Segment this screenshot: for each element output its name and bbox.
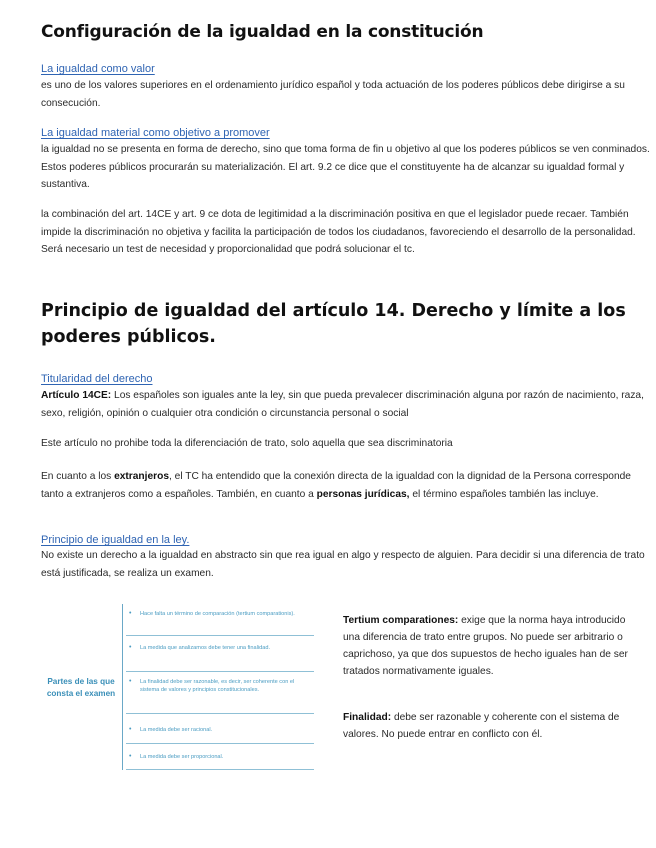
paragraph-combinacion: la combinación del art. 14CE y art. 9 ce dota de legitimidad a la discriminación positiva en que el legislador puede recaer. También impide la discriminación no objetiva y facilita la participación de todos los ciudadanos, favoreciendo el desarrollo de la personalidad. Será necesario un test de necesidad y proporcionalidad que podrá solucionar el tc. bbox=[41, 209, 636, 255]
diagram-item-text: La finalidad debe ser razonable, es decir, ser coherente con el sistema de valores y principios constitucionales. bbox=[140, 679, 295, 693]
bold-tertium: Tertium comparationes: bbox=[343, 615, 459, 626]
paragraph-igualdad-valor: es uno de los valores superiores en el ordenamiento jurídico español y toda actuación de los poderes públicos debe dirigirse a su consecución. bbox=[41, 80, 625, 109]
bullet-icon: • bbox=[129, 678, 132, 685]
bold-finalidad: Finalidad: bbox=[343, 712, 392, 723]
paragraph-tertium bbox=[343, 612, 628, 680]
diagram-bracket-line bbox=[122, 604, 123, 770]
diagram-item-text: La medida debe ser racional. bbox=[140, 727, 213, 733]
bullet-icon: • bbox=[129, 644, 132, 651]
section-title-principio-igualdad: Principio de igualdad del artículo 14. Derecho y límite a los poderes públicos. bbox=[41, 301, 626, 347]
bold-personas-juridicas: personas jurídicas, bbox=[316, 488, 410, 500]
subheading-titularidad[interactable]: Titularidad del derecho bbox=[41, 373, 153, 385]
text-fragment: exige que la norma haya introducido una diferencia de trato entre grupos. No puede ser arbitrario o caprichoso, ya que dos supuestos de hecho iguales han de ser tratados normativamente iguales. bbox=[343, 615, 628, 677]
text-fragment: , el TC ha entendido que la conexión directa de la igualdad con la dignidad de la Persona corresponde tanto a extranjeros como a españoles. También, en cuanto a bbox=[41, 471, 631, 500]
paragraph-igualdad-material: la igualdad no se presenta en forma de derecho, sino que toma forma de fin u objetivo al que los poderes públicos se ven conminados. Estos poderes públicos procurarán su materialización. El art. 9.2 ce dice que el constituyente ha de alcanzar su igualdad formal y sustantiva. bbox=[41, 144, 650, 190]
text-fragment: En cuanto a los bbox=[41, 471, 115, 482]
diagram-item-text: La medida que analizamos debe tener una finalidad. bbox=[140, 645, 270, 651]
diagram-item bbox=[126, 748, 314, 770]
subheading-igualdad-ley[interactable]: Principio de igualdad en la ley. bbox=[41, 534, 190, 546]
diagram-item bbox=[126, 610, 314, 636]
paragraph-articulo-14 bbox=[41, 387, 651, 422]
subheading-igualdad-material[interactable]: La igualdad material como objetivo a promover bbox=[41, 127, 270, 139]
diagram-label: Partes de las que consta el examen bbox=[46, 677, 116, 698]
diagram-item bbox=[126, 642, 314, 672]
diagram-item bbox=[126, 722, 314, 744]
paragraph-extranjeros bbox=[41, 468, 651, 503]
bullet-icon: • bbox=[129, 726, 132, 733]
diagram-item bbox=[126, 676, 314, 714]
bullet-icon: • bbox=[129, 753, 132, 760]
bold-extranjeros: extranjeros bbox=[114, 471, 169, 482]
diagram-item-text: Hace falta un término de comparación (tertium comparationis). bbox=[140, 611, 295, 617]
exam-parts-diagram bbox=[40, 602, 320, 772]
article-label: Artículo 14CE: bbox=[41, 390, 112, 401]
subheading-igualdad-valor[interactable]: La igualdad como valor bbox=[41, 63, 155, 75]
paragraph-igualdad-ley: No existe un derecho a la igualdad en abstracto sin que rea igual en algo y respecto de alguien. Para decidir si una diferencia de trato está justificada, se realiza un examen. bbox=[41, 550, 645, 579]
paragraph-finalidad bbox=[343, 709, 628, 743]
paragraph-diferenciacion: Este artículo no prohibe toda la diferenciación de trato, solo aquella que sea discriminatoria bbox=[41, 438, 453, 449]
diagram-item-text: La medida debe ser proporcional. bbox=[140, 754, 224, 760]
text-fragment: debe ser razonable y coherente con el sistema de valores. No puede entrar en conflicto con él. bbox=[343, 712, 620, 740]
text-fragment: el término españoles también las incluye. bbox=[409, 488, 599, 500]
bullet-icon: • bbox=[129, 610, 132, 617]
section-title-igualdad-constitucion: Configuración de la igualdad en la constitución bbox=[41, 22, 484, 42]
article-text: Los españoles son iguales ante la ley, sin que pueda prevalecer discriminación alguna por razón de nacimiento, raza, sexo, religión, opinión o cualquier otra condición o circunstancia personal o social bbox=[41, 390, 644, 419]
